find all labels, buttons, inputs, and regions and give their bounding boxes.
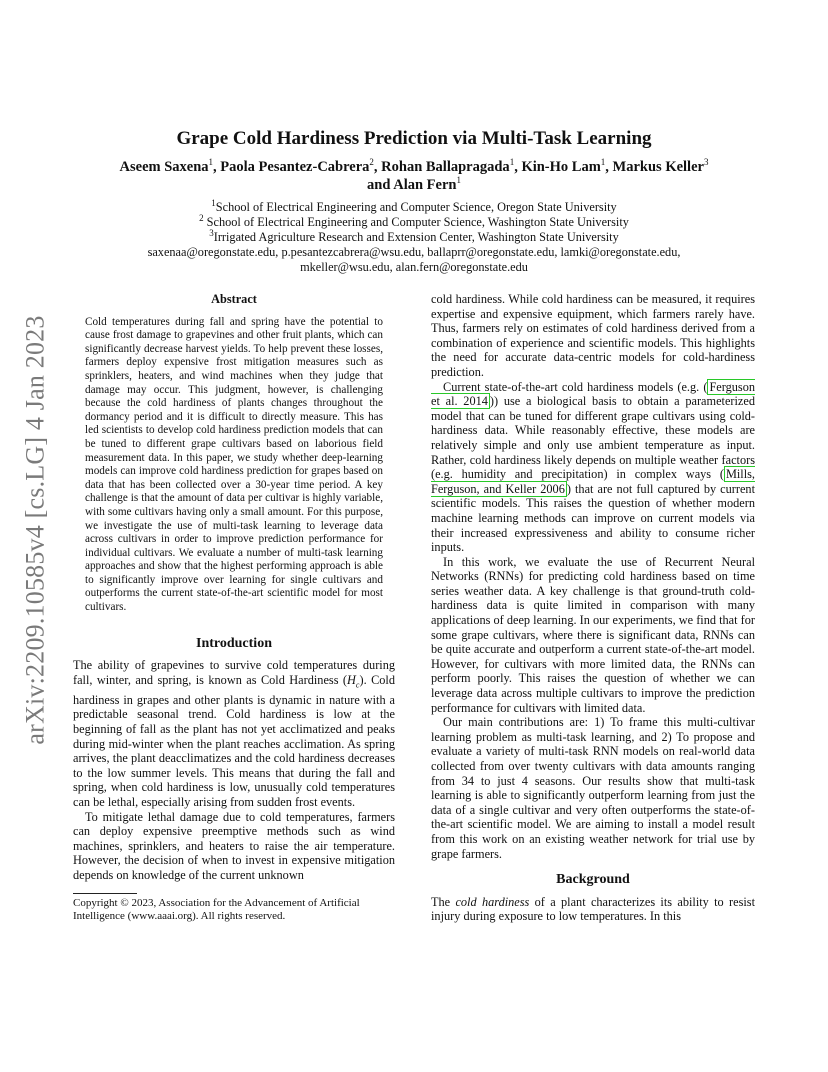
- body-paragraph: Our main contributions are: 1) To frame this multi-cultivar learning problem as multi-task learning, and 2) To propose and evaluate a variety of multi-task RNN models on real-world data collected from over twenty cultivars with data amounts ranging from 34 to just 4 seasons. Our results show that multi-task learning is able to significantly outperform learning from just the data of a single cultivar and very often outperforms the state-of-the-art scientific model. We are aiming to install a model result from this work on an existing weather network for trial use by grape farmers.: [431, 715, 755, 861]
- intro-text-part: ). Cold hardiness in grapes and other plants is dynamic in nature with a predictable seasonal trend. Cold hardiness is low at the beginning of fall as the plant has not yet acclimatized and peaks during mid-winter when the plant reaches acclimation. As spring arrives, the plant deacclimatizes and the cold hardiness decreases to the low summer levels. This means that during the fall and spring, when cold hardiness is low, unusually cold temperatures can be lethal, especially arising from sudden frost events.: [73, 672, 395, 810]
- author-list: Aseem Saxena$^1$, Paola Pesantez-Cabrera$^2$, Rohan Ballapragada$^1$, Kin-Ho Lam$^1$, Markus Keller$^3$ and Alan Fern$^1$: [119, 157, 709, 193]
- footnote-divider: [73, 893, 137, 894]
- affiliation-line: [70, 212, 758, 230]
- body-paragraph: In this work, we evaluate the use of Recurrent Neural Networks (RNNs) for predicting cold hardiness based on time series weather data. A key challenge is that ground-truth cold-hardiness data is quite limited in comparison with many applications of deep learning. In our experiments, we find that for some grape cultivars, where there is significant data, RNNs can be quite accurate and outperform a current state-of-the-art model. However, for cultivars with more limited data, the RNNs can perform poorly. This raises the question of whether we can leverage data across multiple cultivars to improve the prediction performance for cultivars with limited data.: [431, 554, 755, 715]
- introduction-paragraph: To mitigate lethal damage due to cold temperatures, farmers can deploy expensive preemptive methods such as wind machines, sprinklers, and heaters to raise the air temperature. However, the decision of when to invest in expensive mitigation depends on knowledge of the current unknown: [73, 809, 395, 883]
- body-text-part: Current state-of-the-art cold hardiness models (e.g. (: [443, 379, 708, 394]
- author-name: Paola Pesantez-Cabrera: [220, 159, 370, 175]
- author-name: Rohan Ballapragada: [381, 159, 510, 175]
- author-name: Alan Fern: [393, 177, 457, 193]
- background-paragraph: [431, 895, 755, 924]
- affiliation-mark: 1: [211, 197, 216, 208]
- intro-text-part: The ability of grapevines to survive cold temperatures during fall, winter, and spring, is known as Cold Hardiness (: [73, 658, 395, 687]
- arxiv-id-text: arXiv:2209.10585v4 [cs.LG] 4 Jan 2023: [21, 315, 50, 745]
- introduction-paragraph: [73, 658, 395, 809]
- copyright-footnote: Copyright © 2023, Association for the Advancement of Artificial Intelligence (www.aaai.org). All rights reserved.: [73, 896, 360, 922]
- citation-link[interactable]: Mills, Ferguson, and Keller 2006: [431, 467, 755, 496]
- emphasis-term: cold hardiness: [455, 894, 530, 909]
- author-affil-mark: 1: [456, 175, 461, 186]
- affiliation-line: [70, 197, 758, 215]
- affiliation-text: School of Electrical Engineering and Computer Science, Oregon State University: [215, 200, 617, 214]
- affiliation-mark: 2: [199, 212, 204, 223]
- email-line: saxenaa@oregonstate.edu, p.pesantezcabrera@wsu.edu, ballaprr@oregonstate.edu, lamki@oregonstate.edu,: [147, 245, 681, 259]
- author-affil-mark: 1: [509, 157, 515, 168]
- author-name: Aseem Saxena: [119, 159, 209, 175]
- background-heading: Background: [556, 872, 630, 888]
- affiliation-text: Irrigated Agriculture Research and Extension Center, Washington State University: [213, 230, 619, 244]
- hc-subscript: c: [355, 680, 360, 690]
- left-column: [73, 292, 395, 923]
- body-text-part: ) that are not full captured by current scientific models. This raises the question of whether modern machine learning methods can improve on current models via their increased expressiveness and ability to consume richer inputs.: [431, 481, 755, 555]
- body-text-part: )) use a biological basis to obtain a parameterized model that can be tuned for different grape cultivars using cold-hardiness data. While reasonably effective, these models are relatively simple and only use ambient temperature as input. Rather, cold hardiness likely depends on multiple weather factors (e.g. humidity and precipitation) in complex ways (: [431, 394, 755, 482]
- affiliation-line: [70, 227, 758, 245]
- author-affil-mark: 1: [208, 157, 214, 168]
- citation-link[interactable]: Ferguson et al. 2014: [431, 379, 755, 409]
- body-text-part: of a plant characterizes its ability to resist injury during exposure to low temperatures. In this: [431, 894, 755, 924]
- affiliation-mark: 3: [209, 227, 214, 238]
- paper-header: [70, 128, 758, 275]
- arxiv-identifier-stamp: [14, 300, 58, 760]
- email-line: mkeller@wsu.edu, alan.fern@oregonstate.edu: [300, 260, 528, 274]
- abstract-heading: Abstract: [211, 292, 257, 306]
- author-affil-mark: 3: [703, 157, 709, 168]
- author-name: Kin-Ho Lam: [521, 159, 601, 175]
- body-paragraph: cold hardiness. While cold hardiness can be measured, it requires expertise and expensive equipment, which farmers rarely have. Thus, farmers rely on estimates of cold hardiness derived from a combination of experience and scientific models. This highlights the need for accurate data-centric models for cold-hardiness prediction.: [431, 292, 755, 379]
- abstract-text: Cold temperatures during fall and spring have the potential to cause frost damage to grapevines and other fruit plants, which can significantly decrease harvest yields. To help prevent these losses, farmers deploy expensive frost mitigation measures such as sprinklers, heaters, and wind machines when they judge that damage may occur. This judgment, however, is challenging because the cold hardiness of plants changes throughout the dormancy period and it is difficult to directly measure. This has led scientists to develop cold hardiness prediction models that can be tuned to different grape cultivars based on laborious field measurement data. In this paper, we study whether deep-learning models can improve cold hardiness prediction for grapes based on data that has been collected over a 30-year time period. A key challenge is that the amount of data per cultivar is highly variable, with some cultivars having only a small amount. For this purpose, we investigate the use of multi-task learning to leverage data across cultivars in order to improve prediction performance for individual cultivars. We evaluate a number of multi-task learning approaches and show that the highest performing approach is able to significantly improve over learning for single cultivars and outperforms the current state-of-the-art scientific model for most cultivars.: [85, 315, 383, 614]
- author-affil-mark: 2: [369, 157, 374, 168]
- affiliation-list: [70, 197, 758, 275]
- body-paragraph: [431, 380, 755, 555]
- hc-symbol: H: [347, 672, 356, 687]
- author-affil-mark: 1: [600, 157, 606, 168]
- affiliation-text: School of Electrical Engineering and Computer Science, Washington State University: [206, 215, 629, 229]
- paper-title: Grape Cold Hardiness Prediction via Multi-Task Learning: [176, 128, 652, 149]
- author-name: Markus Keller: [612, 159, 704, 175]
- body-text-part: The: [431, 894, 456, 909]
- introduction-heading: Introduction: [196, 635, 272, 651]
- right-column: [431, 292, 755, 924]
